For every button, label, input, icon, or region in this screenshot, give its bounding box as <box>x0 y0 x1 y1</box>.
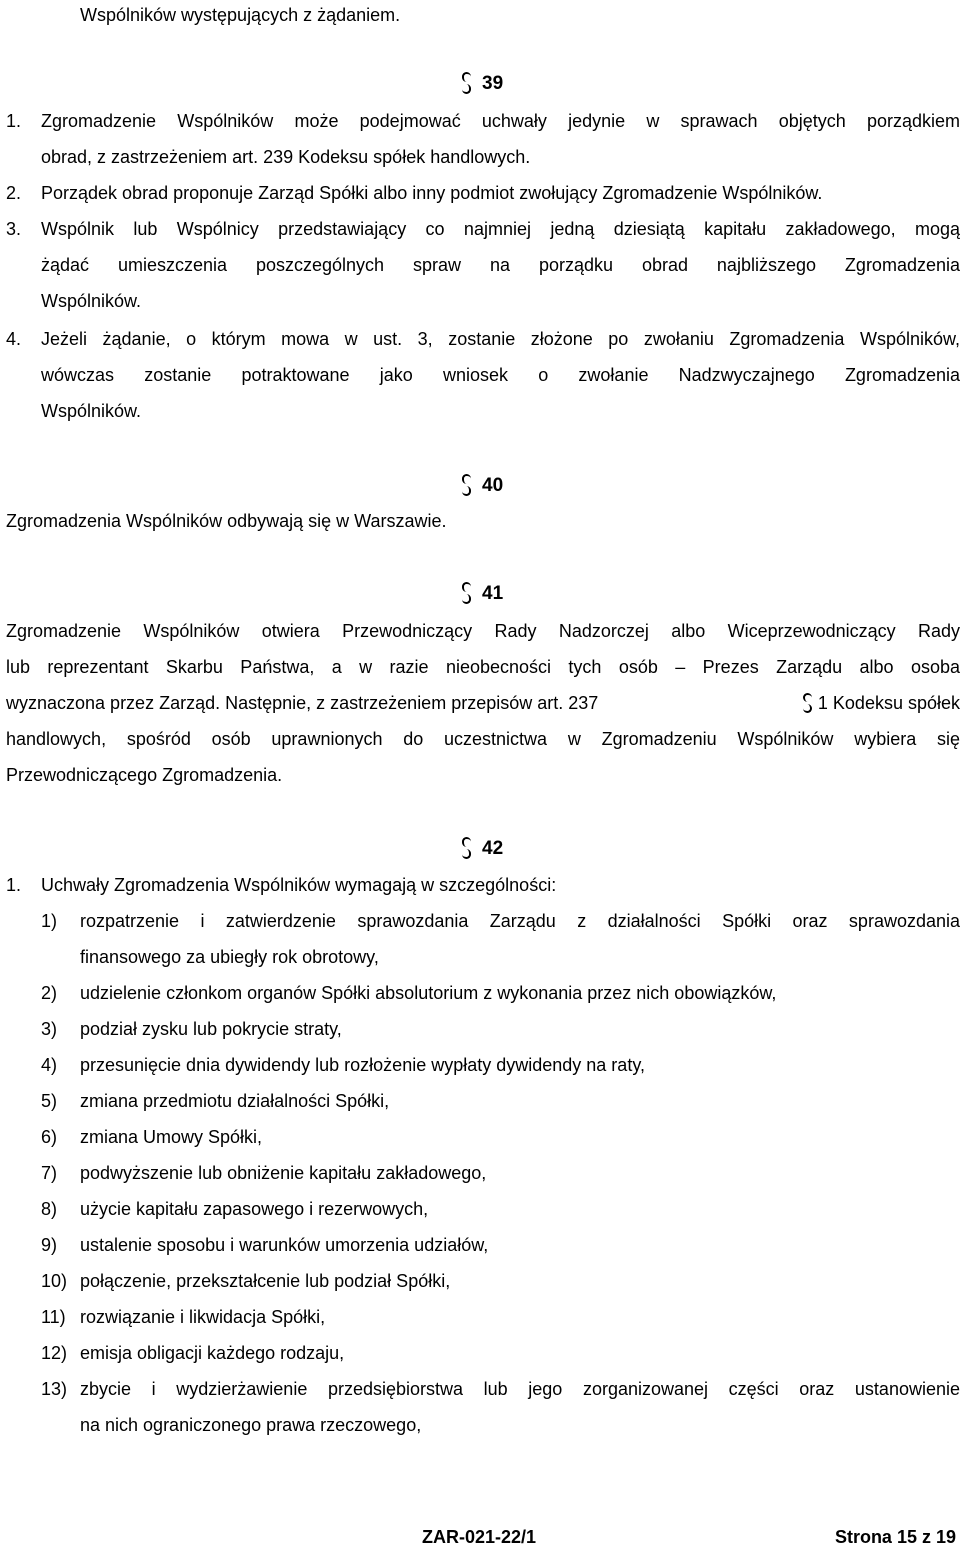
s40-text: Zgromadzenia Wspólników odbywają się w Warszawie. <box>6 511 447 531</box>
item-number: 1. <box>6 111 22 131</box>
s39-item-3 <box>6 211 960 319</box>
section-number: 40 <box>482 475 504 496</box>
paragraph-line: Zgromadzenie Wspólników otwiera Przewodniczący Rady Nadzorczej albo Wiceprzewodniczący Rady <box>6 621 960 641</box>
section-40-heading <box>462 474 503 502</box>
section-sign-icon <box>462 72 471 94</box>
item-number: 4) <box>41 1055 58 1075</box>
list-item <box>41 1335 960 1371</box>
item-line: zmiana przedmiotu działalności Spółki, <box>80 1091 390 1111</box>
section-sign-icon <box>803 693 812 713</box>
item-number: 1. <box>6 875 22 895</box>
item-line: zmiana Umowy Spółki, <box>80 1127 263 1147</box>
s42-intro <box>6 867 960 903</box>
item-line: Wspólników. <box>41 291 142 311</box>
line-part: wyznaczona przez Zarząd. Następnie, z zastrzeżeniem przepisów art. 237 <box>6 693 599 713</box>
item-line: finansowego za ubiegły rok obrotowy, <box>80 947 379 967</box>
item-number: 7) <box>41 1163 58 1183</box>
item-number: 11) <box>41 1307 66 1327</box>
section-sign-icon <box>462 474 471 496</box>
list-item <box>41 903 960 975</box>
item-line: użycie kapitału zapasowego i rezerwowych, <box>80 1199 429 1219</box>
item-line: żądać umieszczenia poszczególnych spraw na porządku obrad najbliższego Zgromadzenia <box>41 255 960 275</box>
s39-item-2 <box>6 175 960 211</box>
item-line: Zgromadzenie Wspólników może podejmować uchwały jedynie w sprawach objętych porządkiem <box>41 111 960 131</box>
s39-item-1 <box>6 103 960 175</box>
item-number: 10) <box>41 1271 68 1291</box>
s41-paragraph <box>6 613 960 793</box>
intro-text: Uchwały Zgromadzenia Wspólników wymagają w szczególności: <box>41 875 557 895</box>
paragraph-line: lub reprezentant Skarbu Państwa, a w razie nieobecności tych osób – Prezes Zarządu albo osoba <box>6 657 960 677</box>
item-number: 5) <box>41 1091 58 1111</box>
paragraph-line <box>6 685 960 721</box>
item-number: 9) <box>41 1235 58 1255</box>
item-number: 4. <box>6 329 22 349</box>
list-item <box>41 1011 960 1047</box>
item-line: zbycie i wydzierżawienie przedsiębiorstwa lub jego zorganizowanej części oraz ustanowienie <box>80 1379 960 1399</box>
list-item <box>41 1371 960 1443</box>
item-line: udzielenie członkom organów Spółki absolutorium z wykonania przez nich obowiązków, <box>80 983 777 1003</box>
item-line: Porządek obrad proponuje Zarząd Spółki albo inny podmiot zwołujący Zgromadzenie Wspólników. <box>41 183 823 203</box>
paragraph-line: handlowych, spośród osób uprawnionych do uczestnictwa w Zgromadzeniu Wspólników wybiera się <box>6 729 960 749</box>
section-sign-icon <box>462 837 471 859</box>
list-item <box>41 1047 960 1083</box>
list-item <box>41 1083 960 1119</box>
item-line: połączenie, przekształcenie lub podział Spółki, <box>80 1271 451 1291</box>
line-part <box>797 685 960 721</box>
item-number: 1) <box>41 911 58 931</box>
list-item <box>41 1227 960 1263</box>
item-number: 8) <box>41 1199 58 1219</box>
item-line: ustalenie sposobu i warunków umorzenia udziałów, <box>80 1235 489 1255</box>
item-line: Wspólnik lub Wspólnicy przedstawiający co najmniej jedną dziesiątą kapitału zakładowego, mogą <box>41 219 960 239</box>
item-number: 3) <box>41 1019 58 1039</box>
page-number: Strona 15 z 19 <box>834 1527 956 1547</box>
section-42-heading <box>462 837 503 865</box>
item-number: 2. <box>6 183 22 203</box>
paragraph-line: Przewodniczącego Zgromadzenia. <box>6 765 283 785</box>
item-line: wówczas zostanie potraktowane jako wniosek o zwołanie Nadzwyczajnego Zgromadzenia <box>41 365 960 385</box>
document-code: ZAR-021-22/1 <box>422 1527 537 1547</box>
item-line: rozpatrzenie i zatwierdzenie sprawozdania Zarządu z działalności Spółki oraz sprawozdania <box>80 911 960 931</box>
item-line: emisja obligacji każdego rodzaju, <box>80 1343 345 1363</box>
item-number: 3. <box>6 219 22 239</box>
line-part: 1 Kodeksu spółek <box>817 693 960 713</box>
item-line: podwyższenie lub obniżenie kapitału zakładowego, <box>80 1163 487 1183</box>
item-number: 6) <box>41 1127 58 1147</box>
item-number: 13) <box>41 1379 68 1399</box>
list-item <box>41 1299 960 1335</box>
item-line: podział zysku lub pokrycie straty, <box>80 1019 342 1039</box>
list-item <box>41 975 960 1011</box>
list-item <box>41 1155 960 1191</box>
item-number: 2) <box>41 983 58 1003</box>
section-number: 39 <box>482 73 504 94</box>
s39-item-4 <box>6 321 960 429</box>
item-number: 12) <box>41 1343 68 1363</box>
list-item <box>41 1191 960 1227</box>
item-line: na nich ograniczonego prawa rzeczowego, <box>80 1415 422 1435</box>
list-item <box>41 1119 960 1155</box>
section-sign-icon <box>462 582 471 604</box>
continued-text: Wspólników występujących z żądaniem. <box>80 5 401 25</box>
section-number: 41 <box>482 583 504 604</box>
section-39-heading <box>462 72 503 100</box>
section-41-heading <box>462 582 503 610</box>
item-line: obrad, z zastrzeżeniem art. 239 Kodeksu spółek handlowych. <box>41 147 531 167</box>
section-number: 42 <box>482 838 504 859</box>
item-line: rozwiązanie i likwidacja Spółki, <box>80 1307 326 1327</box>
item-line: przesunięcie dnia dywidendy lub rozłożenie wypłaty dywidendy na raty, <box>80 1055 645 1075</box>
item-line: Wspólników. <box>41 401 142 421</box>
item-line: Jeżeli żądanie, o którym mowa w ust. 3, zostanie złożone po zwołaniu Zgromadzenia Wspólników, <box>41 329 960 349</box>
list-item <box>41 1263 960 1299</box>
